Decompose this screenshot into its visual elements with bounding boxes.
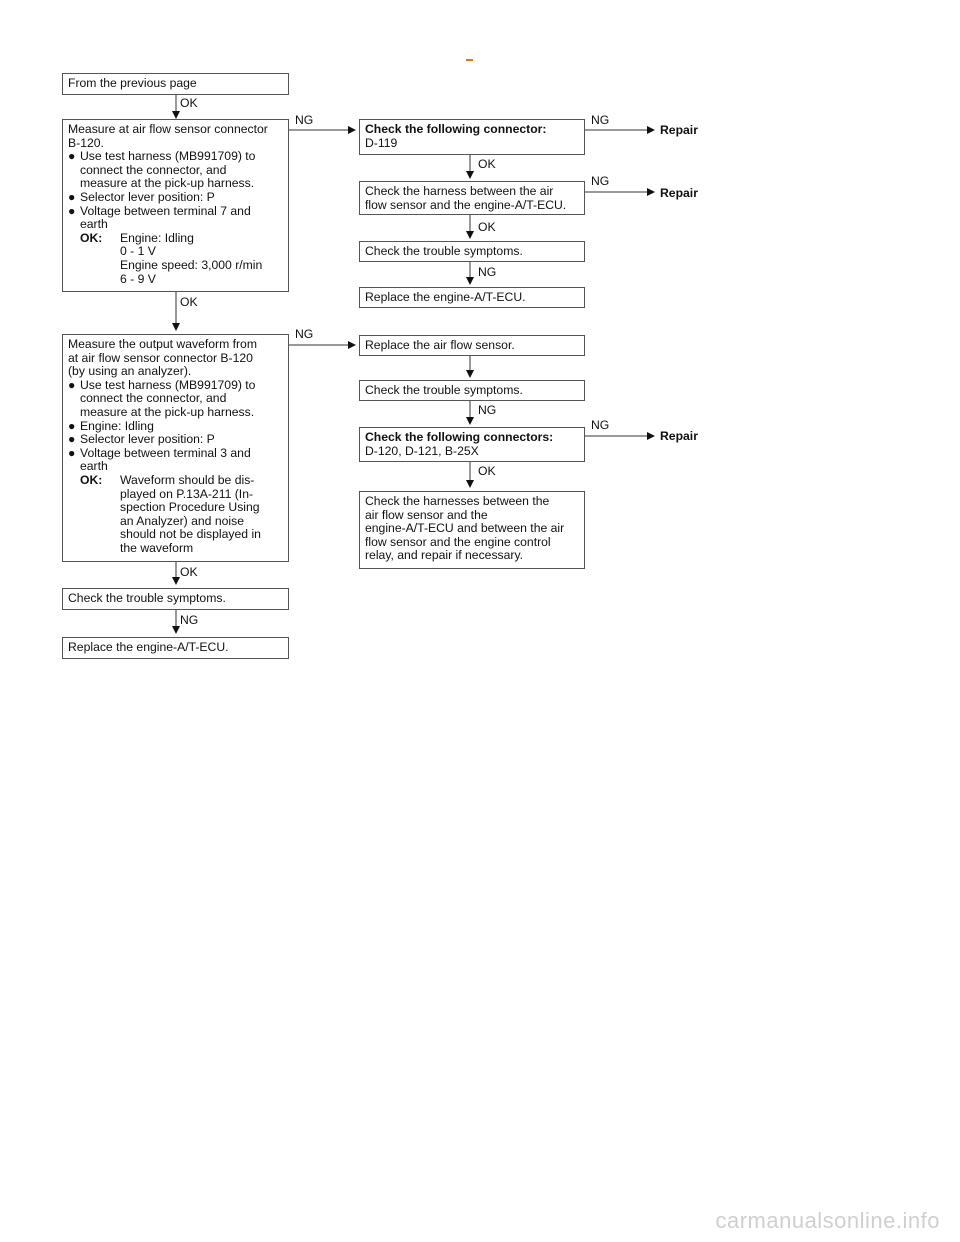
step2-bullet-3: ● Selector lever position: P bbox=[68, 432, 215, 447]
repair-label-1: Repair bbox=[660, 123, 698, 137]
ok-label-connector: OK bbox=[478, 157, 496, 171]
step1-ok-criteria: OK: Engine: Idling 0 - 1 V Engine speed: 3,000 r/min 6 - 9 V bbox=[80, 230, 263, 286]
ng-label-step1: NG bbox=[295, 113, 314, 127]
ok-label-connectors: OK bbox=[478, 464, 496, 478]
ok-label-step2: OK bbox=[180, 565, 198, 579]
ng-label-connector: NG bbox=[591, 113, 610, 127]
step2-box: Measure the output waveform from at air flow sensor connector B-120 (by using an analyzer). ● Use test harness (MB991709) to connect the connector, and measure at the pick-up harness. ● Engine: Idling ● Selector lever position: P ● Voltage between terminal 3 and earth OK: Waveform should be dis- played on P.13A-211 (In- spection Procedure Using an Analyzer) and noise should not be displayed in the waveform bbox=[62, 334, 289, 562]
replace-sensor-box: Replace the air flow sensor. bbox=[359, 335, 585, 356]
watermark: carmanualsonline.info bbox=[715, 1208, 940, 1233]
symptoms-check-box-1: Check the trouble symptoms. bbox=[359, 241, 585, 262]
step1-bullet-2: ● Selector lever position: P bbox=[68, 189, 215, 204]
step2-ok-criteria: OK: Waveform should be dis- played on P.13A-211 (In- spection Procedure Using an Analyzer) and noise should not be displayed in the waveform bbox=[80, 472, 261, 555]
start-box bbox=[62, 73, 289, 95]
ng-label-step2: NG bbox=[295, 327, 314, 341]
step1-line1: Measure at air flow sensor connector bbox=[68, 122, 268, 136]
replace-ecu-box: Replace the engine-A/T-ECU. bbox=[359, 287, 585, 308]
step2-bullet-4: ● Voltage between terminal 3 and earth bbox=[68, 445, 251, 474]
ng-label-harness: NG bbox=[591, 174, 610, 188]
start-text: From the previous page bbox=[68, 76, 197, 90]
ok-label-harness: OK bbox=[478, 220, 496, 234]
step1-bullet-1: ● Use test harness (MB991709) to connect the connector, and measure at the pick-up harness. bbox=[68, 149, 256, 191]
final-symptoms-box: Check the trouble symptoms. bbox=[62, 588, 289, 610]
final-replace-box: Replace the engine-A/T-ECU. bbox=[62, 637, 289, 659]
repair-label-3: Repair bbox=[660, 429, 698, 443]
connector-check-box: Check the following connector: D-119 bbox=[359, 119, 585, 155]
ng-label-symptoms-2: NG bbox=[478, 403, 497, 417]
harnesses-check-box: Check the harnesses between the air flow sensor and the engine-A/T-ECU and between the air flow sensor and the engine control relay, and repair if necessary. bbox=[359, 491, 585, 569]
ng-label-connectors: NG bbox=[591, 418, 610, 432]
step1-bullet-3: ● Voltage between terminal 7 and earth bbox=[68, 203, 251, 232]
ng-label-final: NG bbox=[180, 613, 199, 627]
step1-line2: B-120. bbox=[68, 135, 104, 150]
symptoms-check-box-2: Check the trouble symptoms. bbox=[359, 380, 585, 401]
repair-label-2: Repair bbox=[660, 186, 698, 200]
ok-label-start: OK bbox=[180, 96, 198, 110]
step1-box bbox=[62, 119, 289, 292]
ok-label-step1: OK bbox=[180, 295, 198, 309]
step2-bullet-1: ● Use test harness (MB991709) to connect the connector, and measure at the pick-up harness. bbox=[68, 377, 256, 419]
harness-check-box: Check the harness between the air flow sensor and the engine-A/T-ECU. bbox=[359, 181, 585, 215]
connectors-check-box: Check the following connectors: D-120, D-121, B-25X bbox=[359, 427, 585, 462]
step2-bullet-2: ● Engine: Idling bbox=[68, 418, 154, 433]
ng-label-symptoms-1: NG bbox=[478, 265, 497, 279]
